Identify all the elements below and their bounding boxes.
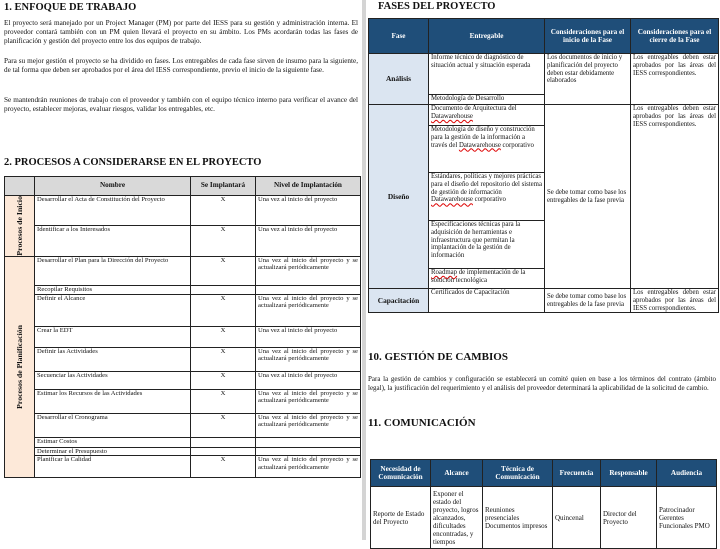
communication-row — [371, 487, 717, 549]
process-implant-mark — [191, 447, 256, 456]
process-implant-mark: X — [191, 196, 256, 226]
com-necesidad: Reporte de Estado del Proyecto — [371, 487, 431, 549]
deliverable-item: Metodología de Desarrollo — [431, 95, 505, 102]
com-responsable: Director del Proyecto — [601, 487, 657, 549]
process-level: Una vez al inicio del proyecto — [256, 326, 361, 347]
process-name: Desarrollar el Plan para la Dirección del Proyecto — [35, 256, 191, 285]
phase-deliverables — [429, 105, 545, 289]
process-level: Una vez al inicio del proyecto y se actualizará periódicamente — [256, 413, 361, 437]
group-label-cell — [5, 196, 35, 257]
header-audiencia: Audiencia — [657, 460, 717, 487]
header-se-implantara: Se Implantará — [191, 177, 256, 196]
process-name: Recopilar Requisitos — [35, 285, 191, 294]
header-tecnica: Técnica de Comunicación — [483, 460, 553, 487]
process-implant-mark: X — [191, 413, 256, 437]
process-level: Una vez al inicio del proyecto — [256, 225, 361, 256]
table-row — [5, 371, 361, 389]
header-blank — [5, 177, 35, 196]
phases-title: FASES DEL PROYECTO — [378, 1, 496, 12]
deliverable-item: Estándares, políticas y mejores prácticas para el diseño del repositorio del sistema de gestión de información Datawarehouse corporativo — [429, 173, 544, 221]
com-tecnica: Reuniones presenciales Documentos impresos — [483, 487, 553, 549]
section-11-title: 11. COMUNICACIÓN — [368, 417, 476, 429]
process-implant-mark — [191, 285, 256, 294]
group-label-cell — [5, 256, 35, 478]
section-1-title: 1. ENFOQUE DE TRABAJO — [4, 2, 137, 13]
process-name: Determinar el Presupuesto — [35, 447, 191, 456]
left-page — [0, 0, 362, 540]
deliverable-item: Metodología de diseño y construcción para la gestión de la información a través del Datawarehouse corporativo — [429, 126, 544, 173]
communication-table-header — [371, 460, 717, 487]
section-2-title: 2. PROCESOS A CONSIDERARSE EN EL PROYECTO — [4, 157, 262, 168]
process-implant-mark: X — [191, 294, 256, 326]
process-level — [256, 447, 361, 456]
table-row — [5, 413, 361, 437]
process-name: Planificar la Calidad — [35, 456, 191, 478]
process-level: Una vez al inicio del proyecto — [256, 196, 361, 226]
paragraph-1: El proyecto será manejado por un Project Manager (PM) por parte del IESS para su gestión y administración interna. El proveedor contará también con un PM quien llevará el proyecto en su ámbito. Los PMs acordarán todas las fases de planificación y gestión del proyecto entre los dos equipos de trabajo. — [4, 19, 358, 45]
phase-close-considerations: Los entregables deben estar aprobados por las áreas del IESS correspondientes. — [631, 54, 719, 105]
process-implant-mark: X — [191, 456, 256, 478]
table-row — [5, 456, 361, 478]
header-fase: Fase — [369, 19, 429, 54]
header-nivel: Nivel de Implantación — [256, 177, 361, 196]
process-implant-mark: X — [191, 256, 256, 285]
process-table — [4, 176, 361, 478]
phase-table-header — [369, 19, 719, 54]
process-name: Desarrollar el Cronograma — [35, 413, 191, 437]
table-row — [5, 294, 361, 326]
com-audiencia: Patrocinador Gerentes Funcionales PMO — [657, 487, 717, 549]
process-name: Definir las Actividades — [35, 347, 191, 371]
phase-row — [369, 54, 719, 105]
communication-table — [370, 459, 717, 549]
phase-name: Capacitación — [369, 289, 429, 313]
phase-close-considerations: Los entregables deben estar aprobados por las áreas del IESS correspondientes. — [631, 105, 719, 289]
process-name: Secuenciar las Actividades — [35, 371, 191, 389]
phase-start-considerations: Se debe tomar como base los entregables de la fase previa — [545, 289, 631, 313]
paragraph-2: Para su mejor gestión el proyecto se ha dividido en fases. Los entregables de cada fase sirven de insumo para la siguiente, de tal forma que deben ser aprobados por el área del IESS correspondiente, previo el inicio de la siguiente fase. — [4, 57, 358, 74]
deliverable-item: Roadmap de implementación de la solución tecnológica — [431, 269, 526, 284]
phase-start-considerations: Los documentos de inicio y planificación del proyecto deben estar debidamente elaborados — [545, 54, 631, 105]
header-frecuencia: Frecuencia — [553, 460, 601, 487]
header-responsable: Responsable — [601, 460, 657, 487]
process-implant-mark: X — [191, 347, 256, 371]
deliverable-item: Documento de Arquitectura del Datawarehouse — [429, 105, 544, 126]
phase-close-considerations: Los entregables deben estar aprobados por las áreas del IESS correspondientes. — [631, 289, 719, 313]
phase-deliverables — [429, 54, 545, 105]
deliverable-item: Informe técnico de diagnóstico de situación actual y situación esperada — [429, 54, 544, 95]
header-inicio: Consideraciones para el inicio de la Fase — [545, 19, 631, 54]
phase-row — [369, 289, 719, 313]
process-implant-mark: X — [191, 326, 256, 347]
right-page — [366, 0, 720, 546]
table-row — [5, 256, 361, 285]
table-row — [5, 389, 361, 413]
header-necesidad: Necesidad de Comunicación — [371, 460, 431, 487]
header-entregable: Entregable — [429, 19, 545, 54]
process-name: Estimar Costos — [35, 437, 191, 447]
header-nombre: Nombre — [35, 177, 191, 196]
process-table-header — [5, 177, 361, 196]
process-level: Una vez al inicio del proyecto — [256, 371, 361, 389]
process-level — [256, 437, 361, 447]
phase-table — [368, 18, 719, 313]
process-name: Crear la EDT — [35, 326, 191, 347]
process-implant-mark: X — [191, 389, 256, 413]
paragraph-3: Se mantendrán reuniones de trabajo con el proveedor y también con el equipo técnico interno para verificar el avance del proyecto, establecer mejoras, evaluar riesgos, validar los entregables, etc. — [4, 96, 358, 113]
table-row — [5, 347, 361, 371]
process-name: Estimar los Recursos de las Actividades — [35, 389, 191, 413]
phase-row — [369, 105, 719, 289]
table-row — [5, 285, 361, 294]
process-level: Una vez al inicio del proyecto y se actualizará periódicamente — [256, 389, 361, 413]
process-level: Una vez al inicio del proyecto y se actualizará periódicamente — [256, 256, 361, 285]
process-level: Una vez al inicio del proyecto y se actualizará periódicamente — [256, 456, 361, 478]
section-10-title: 10. GESTIÓN DE CAMBIOS — [368, 351, 508, 363]
table-row — [5, 447, 361, 456]
header-alcance: Alcance — [431, 460, 483, 487]
process-name: Desarrollar el Acta de Constitución del Proyecto — [35, 196, 191, 226]
table-row — [5, 326, 361, 347]
section-10-text: Para la gestión de cambios y configuración se establecerá un comité quien en base a los términos del contrato (ámbito legal), la justificación del requerimiento y el análisis del proveedor determinará la aplicabilidad de la solicitud de cambio. — [368, 375, 716, 392]
table-row — [5, 196, 361, 226]
process-implant-mark — [191, 437, 256, 447]
header-cierre: Consideraciones para el cierre de la Fase — [631, 19, 719, 54]
com-alcance: Exponer el estado del proyecto, logros alcanzados, dificultades encontradas, y tiempos — [431, 487, 483, 549]
process-implant-mark: X — [191, 225, 256, 256]
deliverable-item: Certificados de Capacitación — [431, 289, 510, 296]
process-level: Una vez al inicio del proyecto y se actualizará periódicamente — [256, 294, 361, 326]
phase-name: Análisis — [369, 54, 429, 105]
group-label: Procesos de Inicio — [14, 196, 24, 256]
process-implant-mark: X — [191, 371, 256, 389]
com-frecuencia: Quincenal — [553, 487, 601, 549]
phase-name: Diseño — [369, 105, 429, 289]
process-level: Una vez al inicio del proyecto y se actualizará periódicamente — [256, 347, 361, 371]
deliverable-item: Especificaciones técnicas para la adquisición de herramientas e infraestructura que permitan la implantación de la gestión de información — [429, 221, 544, 269]
phase-deliverables — [429, 289, 545, 313]
process-name: Identificar a los Interesados — [35, 225, 191, 256]
phase-start-considerations: Se debe tomar como base los entregables de la fase previa — [545, 105, 631, 289]
group-label: Procesos de Planificación — [14, 324, 24, 409]
table-row — [5, 225, 361, 256]
process-level — [256, 285, 361, 294]
process-name: Definir el Alcance — [35, 294, 191, 326]
table-row — [5, 437, 361, 447]
